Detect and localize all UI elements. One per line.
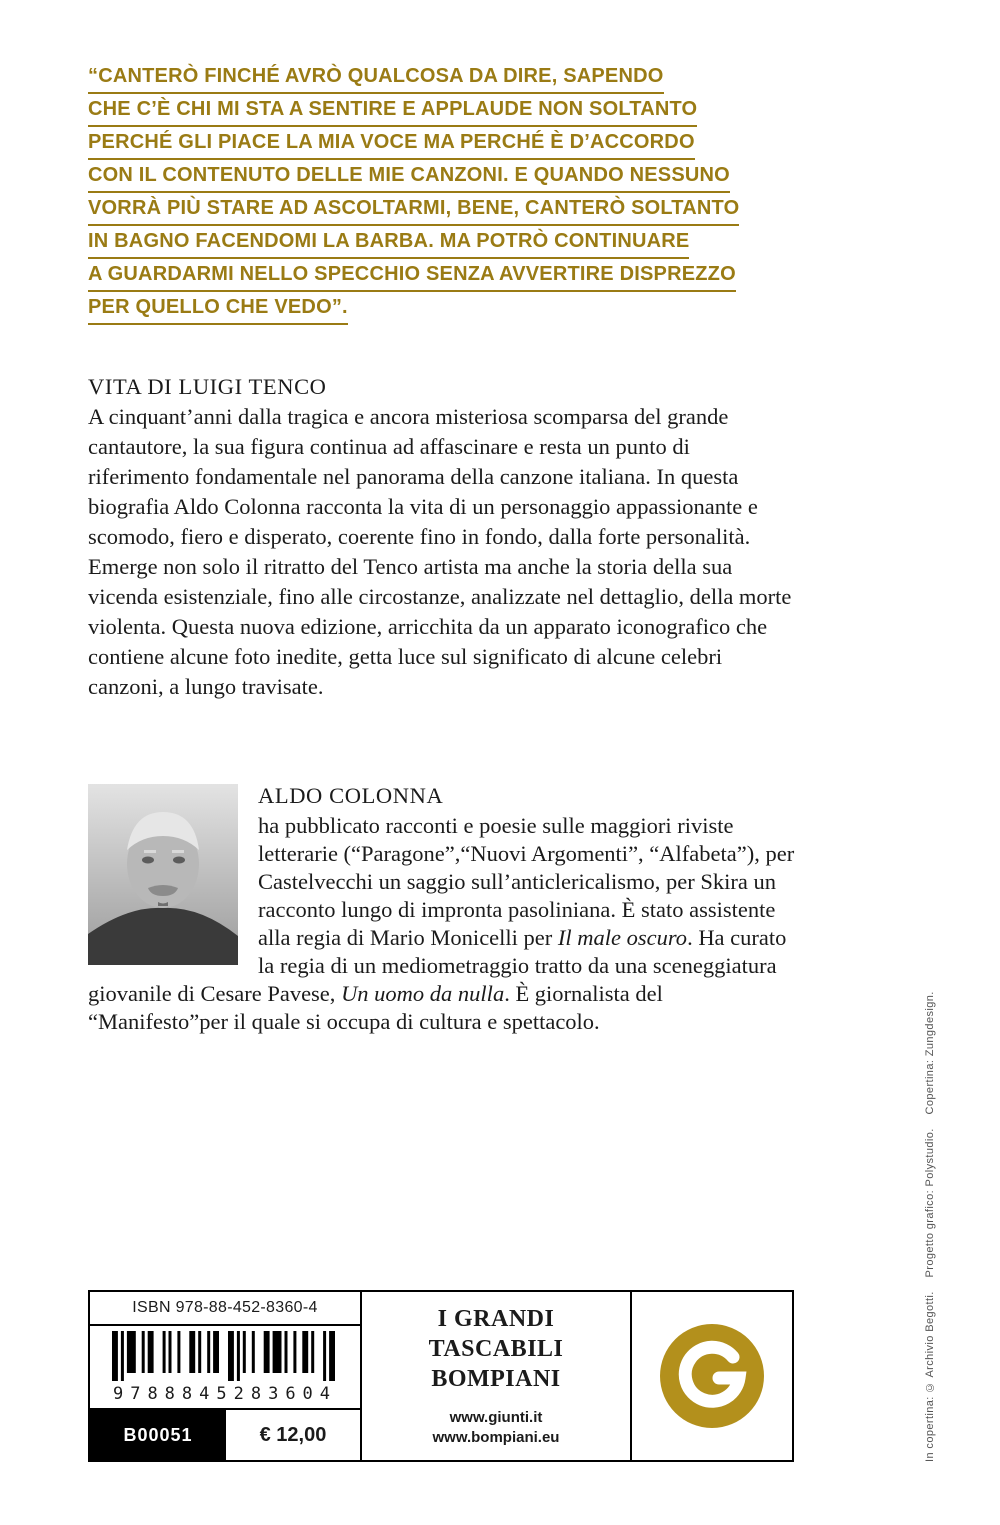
barcode: [90, 1326, 360, 1408]
edition-code: B00051: [90, 1410, 226, 1460]
author-name: ALDO COLONNA: [258, 783, 444, 808]
quote-line: CON IL CONTENUTO DELLE MIE CANZONI. E QUANDO NESSUNO: [88, 163, 778, 196]
code-price-row: [90, 1408, 360, 1460]
barcode-cell: [90, 1292, 362, 1460]
quote-line: PERCHÉ GLI PIACE LA MIA VOCE MA PERCHÉ È D’ACCORDO: [88, 130, 778, 163]
price: € 12,00: [259, 1423, 327, 1446]
imprint-line: BOMPIANI: [431, 1366, 561, 1392]
synopsis-title: VITA DI LUIGI TENCO: [88, 374, 327, 399]
publisher-urls: [433, 1408, 560, 1448]
bio-segment-italic: Il male oscuro: [557, 925, 688, 950]
logo-cell: [632, 1292, 792, 1460]
bio-segment: . Ha curato la regia di un mediometraggio tratto da una sceneggiatura giovanile di Cesare Pavese,: [88, 925, 787, 1006]
isbn-label: ISBN 978-88-452-8360-4: [90, 1292, 360, 1326]
info-strip: [88, 1290, 794, 1462]
quote-line: CHE C’È CHI MI STA A SENTIRE E APPLAUDE NON SOLTANTO: [88, 97, 778, 130]
cover-quote: [88, 64, 778, 328]
bio-segment-italic: Un uomo da nulla: [341, 981, 505, 1006]
photo-credits: In copertina: © Archivio Begotti. Progetto grafico: Polystudio. Copertina: Zungdesign.: [924, 991, 936, 1462]
synopsis: [88, 372, 794, 702]
author-section: [88, 780, 796, 1036]
publisher-url: www.bompiani.eu: [432, 1429, 560, 1446]
bio-segment: . È giornalista del “Manifesto”per il quale si occupa di cultura e spettacolo.: [88, 981, 663, 1034]
quote-line: “CANTERÒ FINCHÉ AVRÒ QUALCOSA DA DIRE, SAPENDO: [88, 64, 778, 97]
imprint-line: TASCABILI: [428, 1336, 564, 1362]
imprint-lines: [429, 1304, 564, 1394]
ean-digits: 9788845283604: [112, 1384, 338, 1404]
ean-barcode-bars: [109, 1331, 341, 1383]
imprint-cell: [362, 1292, 632, 1460]
author-portrait-illustration: [88, 784, 238, 965]
quote-line: VORRÀ PIÙ STARE AD ASCOLTARMI, BENE, CANTERÒ SOLTANTO: [88, 196, 778, 229]
publisher-url: www.giunti.it: [449, 1409, 543, 1426]
synopsis-text: A cinquant’anni dalla tragica e ancora misteriosa scomparsa del grande cantautore, la sua figura continua ad affascinare e resta un punto di riferimento fondamentale nel panorama della canzone italiana. In questa biografia Aldo Colonna racconta la vita di un personaggio appassionante e scomodo, fiero e disperato, coerente fino in fondo, dalla forte personalità. Emerge non solo il ritratto del Tenco artista ma anche la storia della sua vicenda esistenziale, fino alle circostanze, analizzate nel dettaglio, della morte violenta. Questa nuova edizione, arricchita da un apparato iconografico che contiene alcune foto inedite, getta luce sul significato di alcune celebri canzoni, a lungo travisate.: [88, 404, 792, 699]
author-photo: [88, 784, 238, 965]
imprint-line: I GRANDI: [437, 1306, 555, 1332]
quote-line: PER QUELLO CHE VEDO”.: [88, 295, 778, 328]
quote-line: A GUARDARMI NELLO SPECCHIO SENZA AVVERTIRE DISPREZZO: [88, 262, 778, 295]
giunti-logo-icon: [660, 1324, 764, 1428]
bio-segment: ha pubblicato racconti e poesie sulle maggiori riviste letterarie (“Paragone”,“Nuovi Argomenti”, “Alfabeta”), per Castelvecchi un saggio sull’anticlericalismo, per Skira un racconto lungo di impronta pasoliniana. È stato assistente alla regia di Mario Monicelli per: [258, 813, 795, 950]
quote-line: IN BAGNO FACENDOMI LA BARBA. MA POTRÒ CONTINUARE: [88, 229, 778, 262]
